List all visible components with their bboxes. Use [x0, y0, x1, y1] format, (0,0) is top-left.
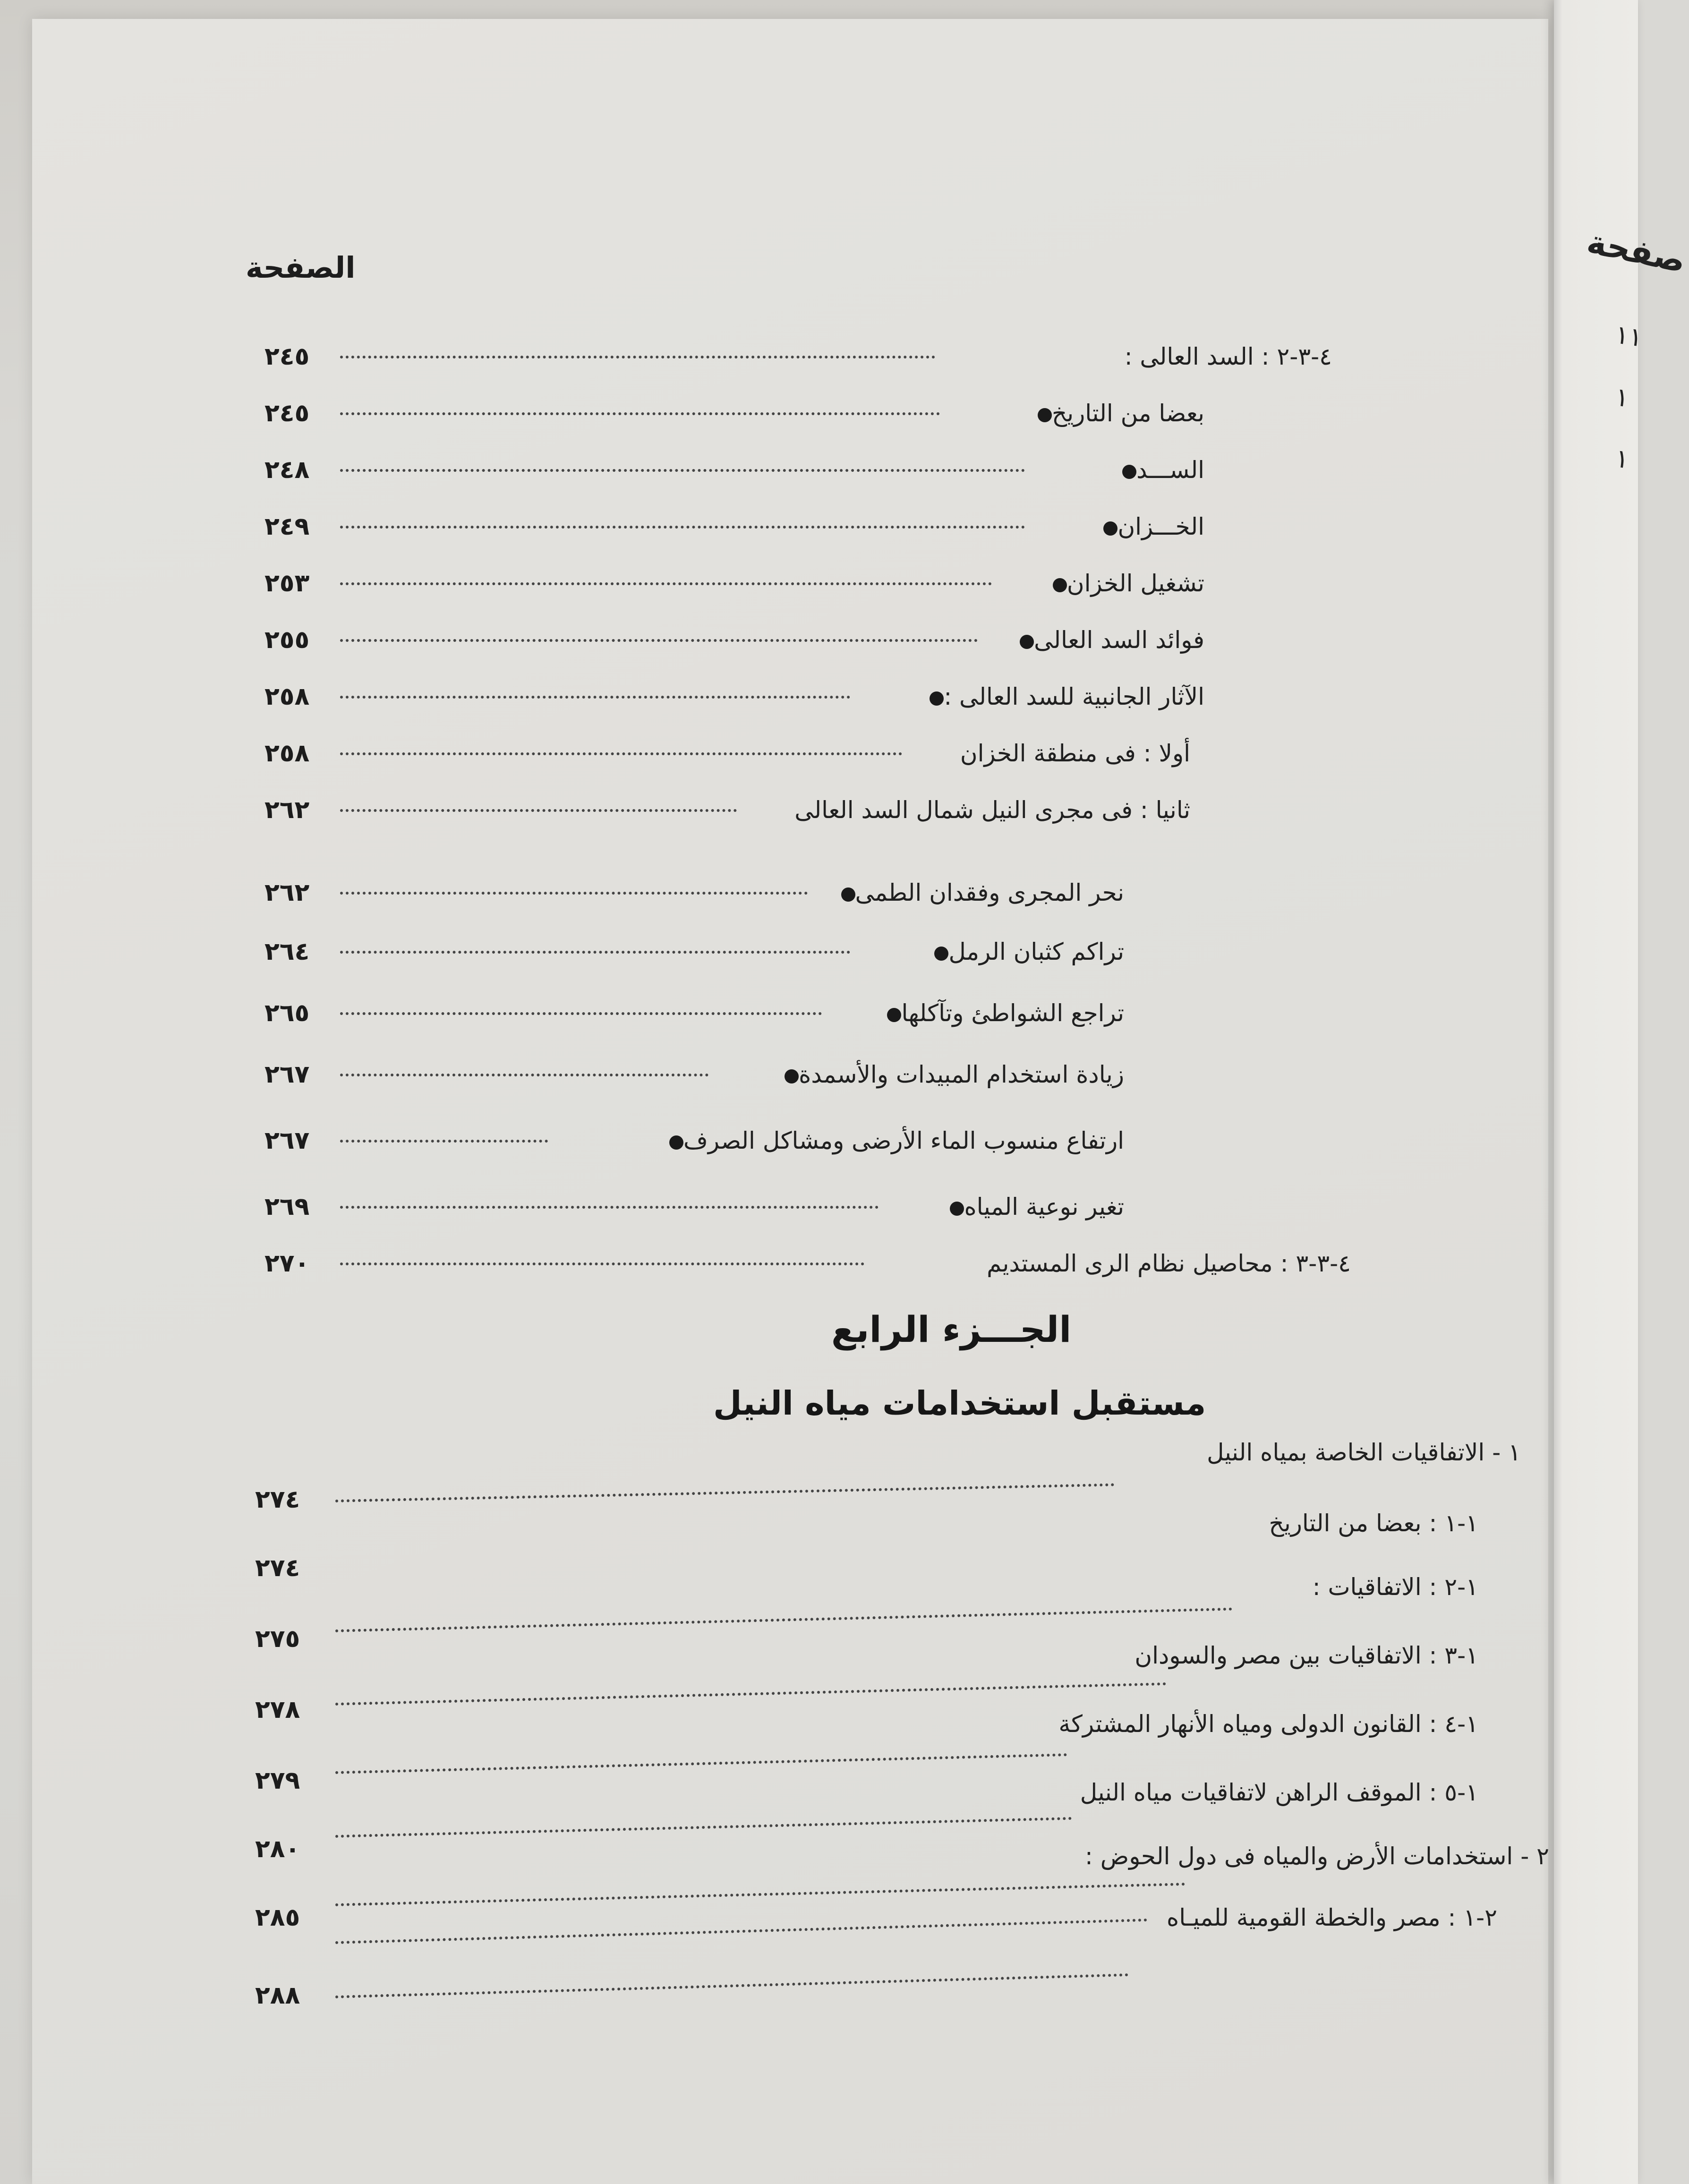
toc-page-number: ٢٦٩	[264, 1193, 310, 1221]
dot-leader	[340, 1263, 864, 1265]
dot-leader	[340, 892, 808, 895]
toc-entry-text: تراكم كثبان الرمل	[948, 938, 1124, 965]
dot-leader	[340, 809, 737, 812]
toc-entry	[264, 1122, 1124, 1160]
dot-leader	[335, 1483, 1115, 1502]
toc-page-number: ٢٧٩	[255, 1766, 300, 1795]
dot-leader	[335, 1919, 1147, 1944]
toc-entry-text: بعضا من التاريخ	[1051, 400, 1204, 427]
toc-page-number: ٢٧٠	[264, 1249, 310, 1278]
toc-entry-text: ١-٢ : الاتفاقيات :	[1312, 1573, 1478, 1601]
adjacent-page-number: ١١	[1613, 319, 1645, 353]
toc-entry-text: ٤-٣-٢ : السد العالى :	[1124, 343, 1332, 370]
toc-entry-text: زيادة استخدام المبيدات والأسمدة	[799, 1061, 1124, 1088]
dot-leader	[340, 1074, 708, 1076]
toc-entry	[264, 451, 1204, 489]
toc-entry-text: ١ - الاتفاقيات الخاصة بمياه النيل	[1207, 1439, 1521, 1466]
toc-entry-text: ٤-٣-٣ : محاصيل نظام الرى المستديم	[987, 1250, 1351, 1277]
bullet-icon	[1103, 521, 1117, 536]
toc-page-number: ٢٦٧	[264, 1126, 310, 1155]
toc-entry	[264, 678, 1204, 716]
bullet-icon	[1122, 465, 1136, 479]
toc-page-number: ٢٥٨	[264, 739, 310, 768]
adjacent-page-number: ١	[1613, 443, 1631, 475]
toc-entry	[264, 874, 1124, 912]
part-title: الجـــزء الرابع	[831, 1308, 1072, 1350]
bullet-icon	[887, 1008, 901, 1022]
adjacent-page-number: ١	[1613, 382, 1631, 413]
toc-page-number: ٢٥٥	[264, 626, 310, 654]
toc-entry-text: الســـد	[1136, 456, 1204, 484]
toc-page-number: ٢٨٠	[255, 1835, 300, 1863]
toc-page-number: ٢٧٨	[255, 1696, 300, 1724]
toc-entry	[264, 933, 1124, 971]
dot-leader	[340, 696, 850, 699]
dot-leader	[335, 1682, 1167, 1706]
page-column-header: الصفحة	[246, 250, 356, 285]
toc-page-number: ٢٦٥	[264, 999, 310, 1027]
toc-entry-text: ثانيا : فى مجرى النيل شمال السد العالى	[794, 796, 1190, 824]
toc-entry-text: ارتفاع منسوب الماء الأرضى ومشاكل الصرف	[683, 1127, 1124, 1154]
part-subtitle: مستقبل استخدامات مياه النيل	[713, 1384, 1206, 1423]
toc-page-number: ٢٧٤	[255, 1554, 300, 1582]
dot-leader	[340, 469, 1025, 472]
dot-leader	[340, 1206, 879, 1209]
toc-entry-text: الآثار الجانبية للسد العالى :	[944, 683, 1204, 710]
toc-entry	[264, 394, 1204, 432]
adjacent-page-label: صفحة	[1583, 222, 1689, 281]
toc-entry-text: ١-٥ : الموقف الراهن لاتفاقيات مياه النيل	[1080, 1779, 1478, 1806]
toc-entry-text: ١-٤ : القانون الدولى ومياه الأنهار المشتركة	[1058, 1710, 1478, 1738]
bullet-icon	[930, 691, 944, 706]
bullet-icon	[669, 1135, 683, 1150]
toc-entry-text: ٢ - استخدامات الأرض والمياه فى دول الحوض :	[1085, 1843, 1549, 1870]
toc-entry-text: نحر المجرى وفقدان الطمى	[855, 879, 1124, 906]
dot-leader	[340, 582, 992, 585]
toc-entry	[264, 338, 1332, 375]
toc-page-number: ٢٨٨	[255, 1981, 300, 2010]
dot-leader	[335, 1817, 1072, 1838]
bullet-icon	[1038, 408, 1052, 422]
dot-leader	[335, 1753, 1067, 1774]
toc-entry-text: فوائد السد العالى	[1034, 626, 1204, 654]
dot-leader	[340, 412, 940, 415]
toc-entry-text: تراجع الشواطئ وتآكلها	[901, 999, 1124, 1027]
toc-page-number: ٢٧٥	[255, 1625, 300, 1653]
toc-page-number: ٢٥٨	[264, 682, 310, 711]
toc-page-number: ٢٦٢	[264, 879, 310, 907]
toc-entry	[264, 621, 1204, 659]
toc-entry	[264, 564, 1204, 602]
toc-entry-text: تغير نوعية المياه	[964, 1193, 1124, 1220]
toc-entry	[264, 791, 1190, 829]
dot-leader	[340, 1140, 548, 1143]
dot-leader	[340, 639, 978, 642]
toc-entry	[264, 734, 1190, 772]
bullet-icon	[1053, 578, 1067, 592]
dot-leader	[340, 526, 1025, 529]
toc-page-number: ٢٦٧	[264, 1060, 310, 1089]
toc-entry-text: الخـــزان	[1117, 513, 1204, 540]
toc-entry	[264, 1056, 1124, 1093]
dot-leader	[340, 752, 902, 755]
toc-entry-text: ١-٣ : الاتفاقيات بين مصر والسودان	[1135, 1642, 1478, 1669]
toc-page-number: ٢٤٥	[264, 342, 310, 371]
toc-page-number: ٢٤٥	[264, 399, 310, 427]
dot-leader	[335, 1608, 1233, 1632]
toc-page-number: ٢٤٨	[264, 456, 310, 484]
bullet-icon	[841, 887, 855, 902]
bullet-icon	[1020, 635, 1034, 649]
toc-page-number: ٢٦٤	[264, 938, 310, 966]
dot-leader	[340, 951, 850, 954]
toc-entry	[255, 1899, 1497, 2010]
toc-entry	[264, 508, 1204, 546]
toc-entry-text: أولا : فى منطقة الخزان	[960, 740, 1190, 767]
toc-page-number: ٢٨٥	[255, 1903, 300, 1932]
toc-page-number: ٢٤٩	[264, 512, 310, 541]
toc-page-number: ٢٦٢	[264, 796, 310, 824]
toc-entry	[264, 1245, 1351, 1282]
dot-leader	[340, 356, 935, 358]
toc-entry	[264, 994, 1124, 1032]
bullet-icon	[950, 1202, 964, 1216]
toc-page-number: ٢٥٣	[264, 569, 310, 597]
toc-entry-text: تشغيل الخزان	[1066, 570, 1204, 597]
toc-entry-text: ١-١ : بعضا من التاريخ	[1269, 1510, 1478, 1537]
dot-leader	[340, 1012, 822, 1015]
bullet-icon	[785, 1069, 799, 1083]
toc-entry-text: ٢-١ : مصر والخطة القومية للميـاه	[1167, 1904, 1497, 1931]
toc-entry	[264, 1188, 1124, 1226]
toc-page-number: ٢٧٤	[255, 1485, 300, 1514]
bullet-icon	[934, 947, 948, 961]
